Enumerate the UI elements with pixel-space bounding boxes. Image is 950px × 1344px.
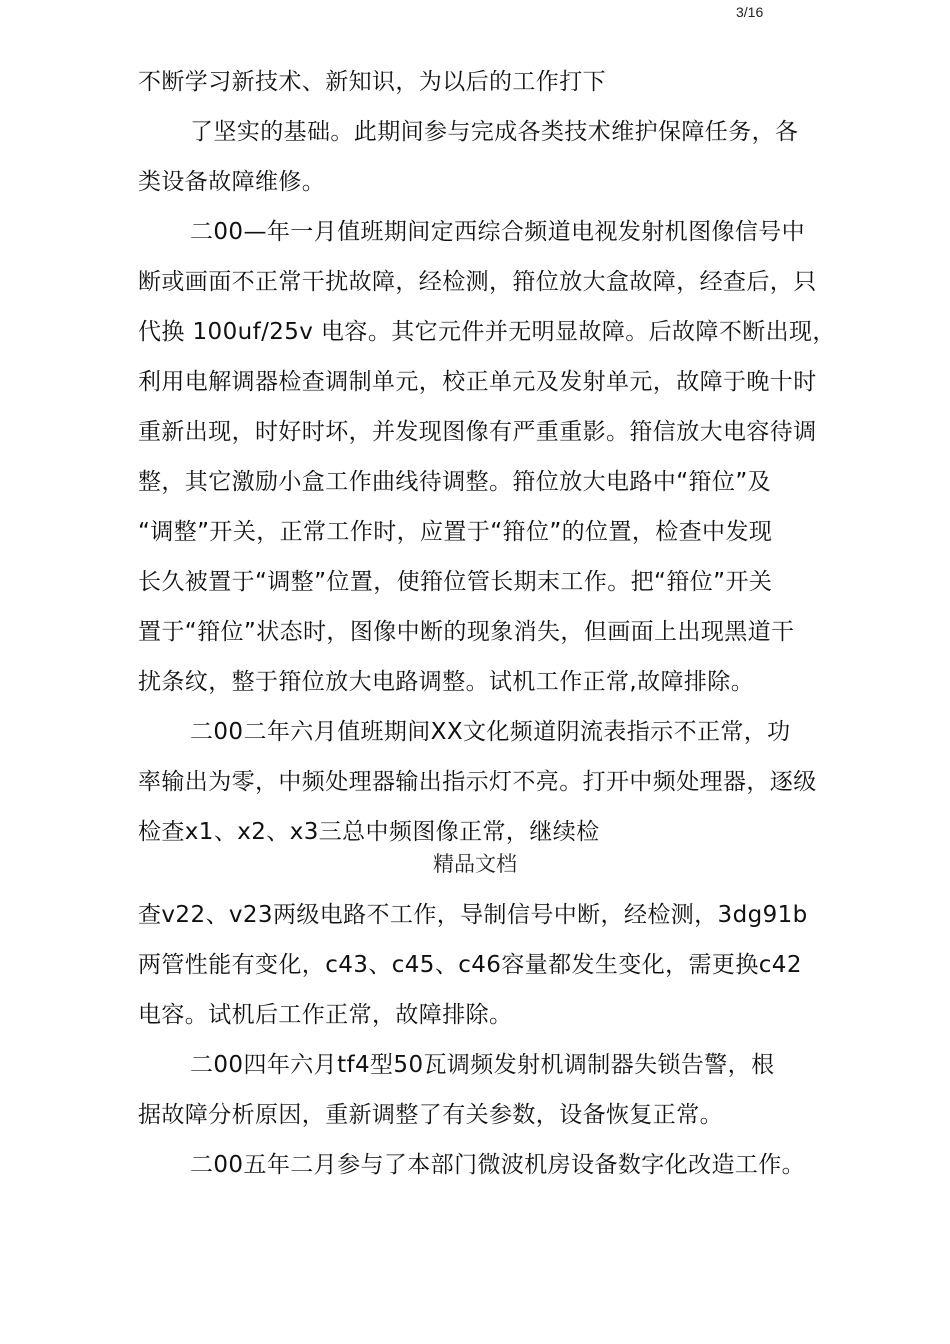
text-line: “调整”开关，正常工作时，应置于“箝位”的位置，检查中发现 [138,519,773,545]
text-line: 查v22、v23两级电路不工作，导制信号中断，经检测，3dg91b [138,902,808,928]
text-line: 二00—年一月值班期间定西综合频道电视发射机图像信号中 [190,219,806,245]
text-line: 两管性能有变化，c43、c45、c46容量都发生变化，需更换c42 [138,952,802,978]
text-line: 利用电解调器检查调制单元，校正单元及发射单元，故障于晚十时 [138,369,817,395]
text-line: 代换 100uf/25v 电容。其它元件并无明显故障。后故障不断出现， [138,319,836,345]
text-line: 不断学习新技术、新知识，为以后的工作打下 [138,69,606,95]
page-number: 3/16 [736,4,764,20]
text-line: 了坚实的基础。此期间参与完成各类技术维护保障任务，各 [190,119,799,145]
text-line: 置于“箝位”状态时，图像中断的现象消失，但画面上出现黑道干 [138,619,795,645]
text-line: 断或画面不正常干扰故障，经检测，箝位放大盒故障，经查后，只 [138,269,817,295]
text-line: 二00四年六月tf4型50瓦调频发射机调制器失锁告警，根 [190,1052,775,1078]
text-line: 重新出现，时好时坏，并发现图像有严重重影。箝信放大电容待调 [138,419,817,445]
text-line: 检查x1、x2、x3三总中频图像正常，继续检 [138,819,600,845]
text-line: 二00二年六月值班期间XX文化频道阴流表指示不正常，功 [190,719,791,745]
text-line: 类设备故障维修。 [138,169,326,195]
text-line: 电容。试机后工作正常，故障排除。 [138,1002,513,1028]
text-line: 扰条纹，整于箝位放大电路调整。试机工作正常,故障排除。 [138,669,755,695]
text-line: 率输出为零，中频处理器输出指示灯不亮。打开中频处理器，逐级 [138,769,817,795]
text-line: 长久被置于“调整”位置，使箝位管长期末工作。把“箝位”开关 [138,569,773,595]
text-line: 据故障分析原因，重新调整了有关参数，设备恢复正常。 [138,1102,723,1128]
text-line: 二00五年二月参与了本部门微波机房设备数字化改造工作。 [190,1152,806,1178]
watermark-label: 精品文档 [433,852,517,876]
text-line: 整，其它激励小盒工作曲线待调整。箝位放大电路中“箝位”及 [138,469,772,495]
